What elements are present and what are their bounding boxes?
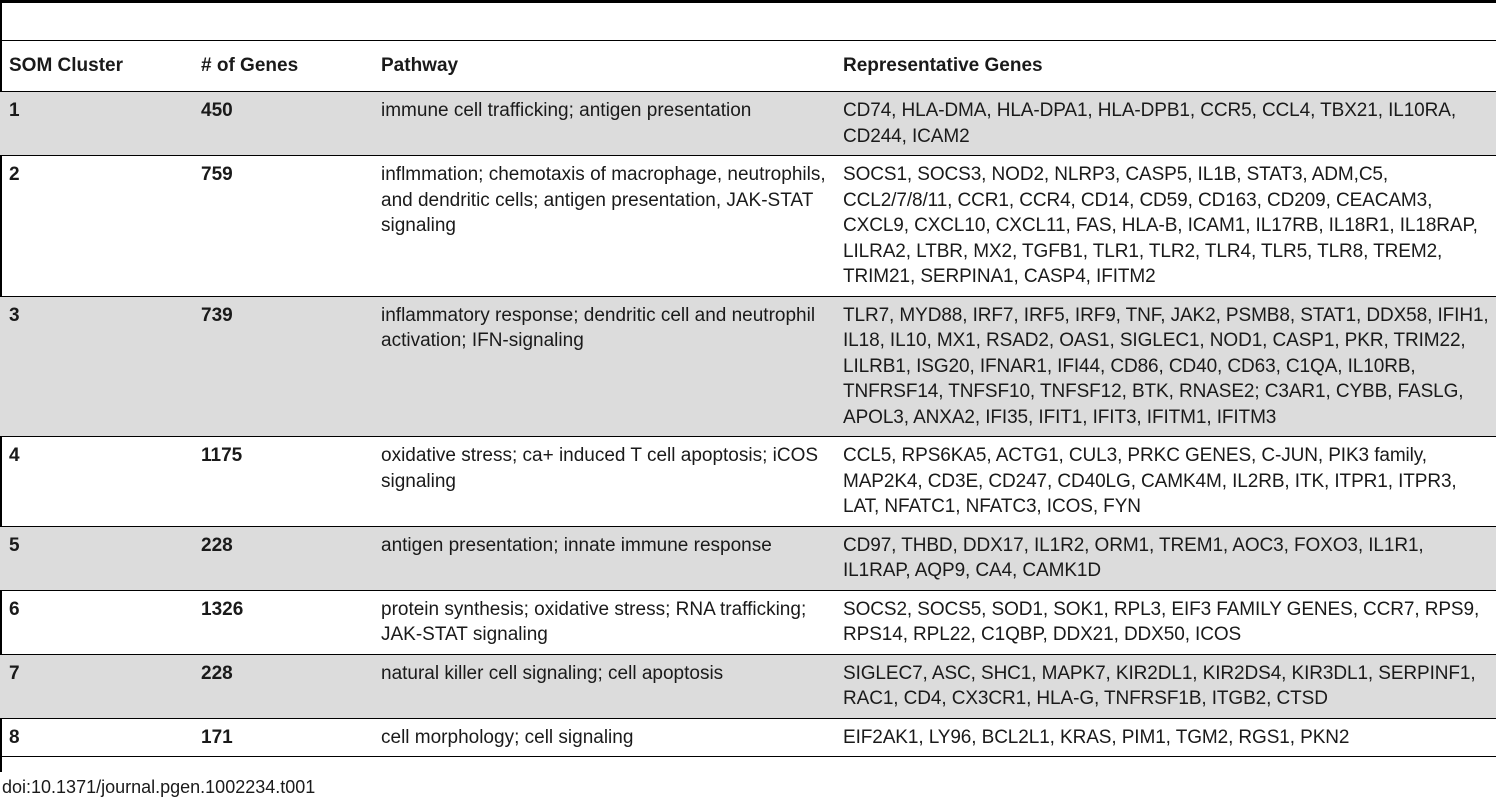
gene-count: 228: [192, 526, 372, 590]
representative-genes: SIGLEC7, ASC, SHC1, MAPK7, KIR2DL1, KIR2DS4, KIR3DL1, SERPINF1, RAC1, CD4, CX3CR1, HLA-G, TNFRSF1B, ITGB2, CTSD: [834, 654, 1496, 718]
pathway-text: natural killer cell signaling; cell apoptosis: [372, 654, 834, 718]
header-som-cluster: SOM Cluster: [0, 41, 192, 92]
representative-genes: EIF2AK1, LY96, BCL2L1, KRAS, PIM1, TGM2, RGS1, PKN2: [834, 718, 1496, 757]
pathway-text: protein synthesis; oxidative stress; RNA trafficking; JAK-STAT signaling: [372, 590, 834, 654]
header-pathway: Pathway: [372, 41, 834, 92]
table-row: [0, 296, 1496, 437]
representative-genes: CD97, THBD, DDX17, IL1R2, ORM1, TREM1, AOC3, FOXO3, IL1R1, IL1RAP, AQP9, CA4, CAMK1D: [834, 526, 1496, 590]
cluster-id: 6: [0, 590, 192, 654]
table-row: [0, 526, 1496, 590]
cluster-id: 3: [0, 296, 192, 437]
gene-count: 171: [192, 718, 372, 757]
representative-genes: TLR7, MYD88, IRF7, IRF5, IRF9, TNF, JAK2, PSMB8, STAT1, DDX58, IFIH1, IL18, IL10, MX1, RSAD2, OAS1, SIGLEC1, NOD1, CASP1, PKR, TRIM22, LILRB1, ISG20, IFNAR1, IFI44, CD86, CD40, CD63, C1QA, IL10RB, TNFRSF14, TNFSF10, TNFSF12, BTK, RNASE2; C3AR1, CYBB, FASLG, APOL3, ANXA2, IFI35, IFIT1, IFIT3, IFITM1, IFITM3: [834, 296, 1496, 437]
table-row: [0, 718, 1496, 757]
table-row: [0, 92, 1496, 156]
cluster-id: 8: [0, 718, 192, 757]
header-representative-genes: Representative Genes: [834, 41, 1496, 92]
gene-count: 739: [192, 296, 372, 437]
pathway-text: cell morphology; cell signaling: [372, 718, 834, 757]
som-cluster-table: [0, 41, 1496, 757]
table-top-rule: [0, 0, 1496, 3]
doi-caption: doi:10.1371/journal.pgen.1002234.t001: [2, 777, 316, 797]
representative-genes: CCL5, RPS6KA5, ACTG1, CUL3, PRKC GENES, C-JUN, PIK3 family, MAP2K4, CD3E, CD247, CD40LG, CAMK4M, IL2RB, ITK, ITPR1, ITPR3, LAT, NFATC1, NFATC3, ICOS, FYN: [834, 437, 1496, 527]
cluster-id: 1: [0, 92, 192, 156]
cluster-id: 7: [0, 654, 192, 718]
table-row: [0, 437, 1496, 527]
pathway-text: immune cell trafficking; antigen presentation: [372, 92, 834, 156]
gene-count: 759: [192, 156, 372, 297]
pathway-text: oxidative stress; ca+ induced T cell apoptosis; iCOS signaling: [372, 437, 834, 527]
header-gene-count: # of Genes: [192, 41, 372, 92]
table-row: [0, 590, 1496, 654]
gene-count: 228: [192, 654, 372, 718]
table-header-row: [0, 41, 1496, 92]
representative-genes: SOCS1, SOCS3, NOD2, NLRP3, CASP5, IL1B, STAT3, ADM,C5, CCL2/7/8/11, CCR1, CCR4, CD14, CD59, CD163, CD209, CEACAM3, CXCL9, CXCL10, CXCL11, FAS, HLA-B, ICAM1, IL17RB, IL18R1, IL18RAP, LILRA2, LTBR, MX2, TGFB1, TLR1, TLR2, TLR4, TLR5, TLR8, TREM2, TRIM21, SERPINA1, CASP4, IFITM2: [834, 156, 1496, 297]
gene-count: 1326: [192, 590, 372, 654]
table-row: [0, 156, 1496, 297]
gene-count: 1175: [192, 437, 372, 527]
table-row: [0, 654, 1496, 718]
pathway-text: inflammatory response; dendritic cell and neutrophil activation; IFN-signaling: [372, 296, 834, 437]
pathway-text: inflmmation; chemotaxis of macrophage, neutrophils, and dendritic cells; antigen presentation, JAK-STAT signaling: [372, 156, 834, 297]
cluster-id: 4: [0, 437, 192, 527]
representative-genes: CD74, HLA-DMA, HLA-DPA1, HLA-DPB1, CCR5, CCL4, TBX21, IL10RA, CD244, ICAM2: [834, 92, 1496, 156]
cluster-id: 2: [0, 156, 192, 297]
representative-genes: SOCS2, SOCS5, SOD1, SOK1, RPL3, EIF3 FAMILY GENES, CCR7, RPS9, RPS14, RPL22, C1QBP, DDX21, DDX50, ICOS: [834, 590, 1496, 654]
gene-count: 450: [192, 92, 372, 156]
pathway-text: antigen presentation; innate immune response: [372, 526, 834, 590]
cluster-id: 5: [0, 526, 192, 590]
